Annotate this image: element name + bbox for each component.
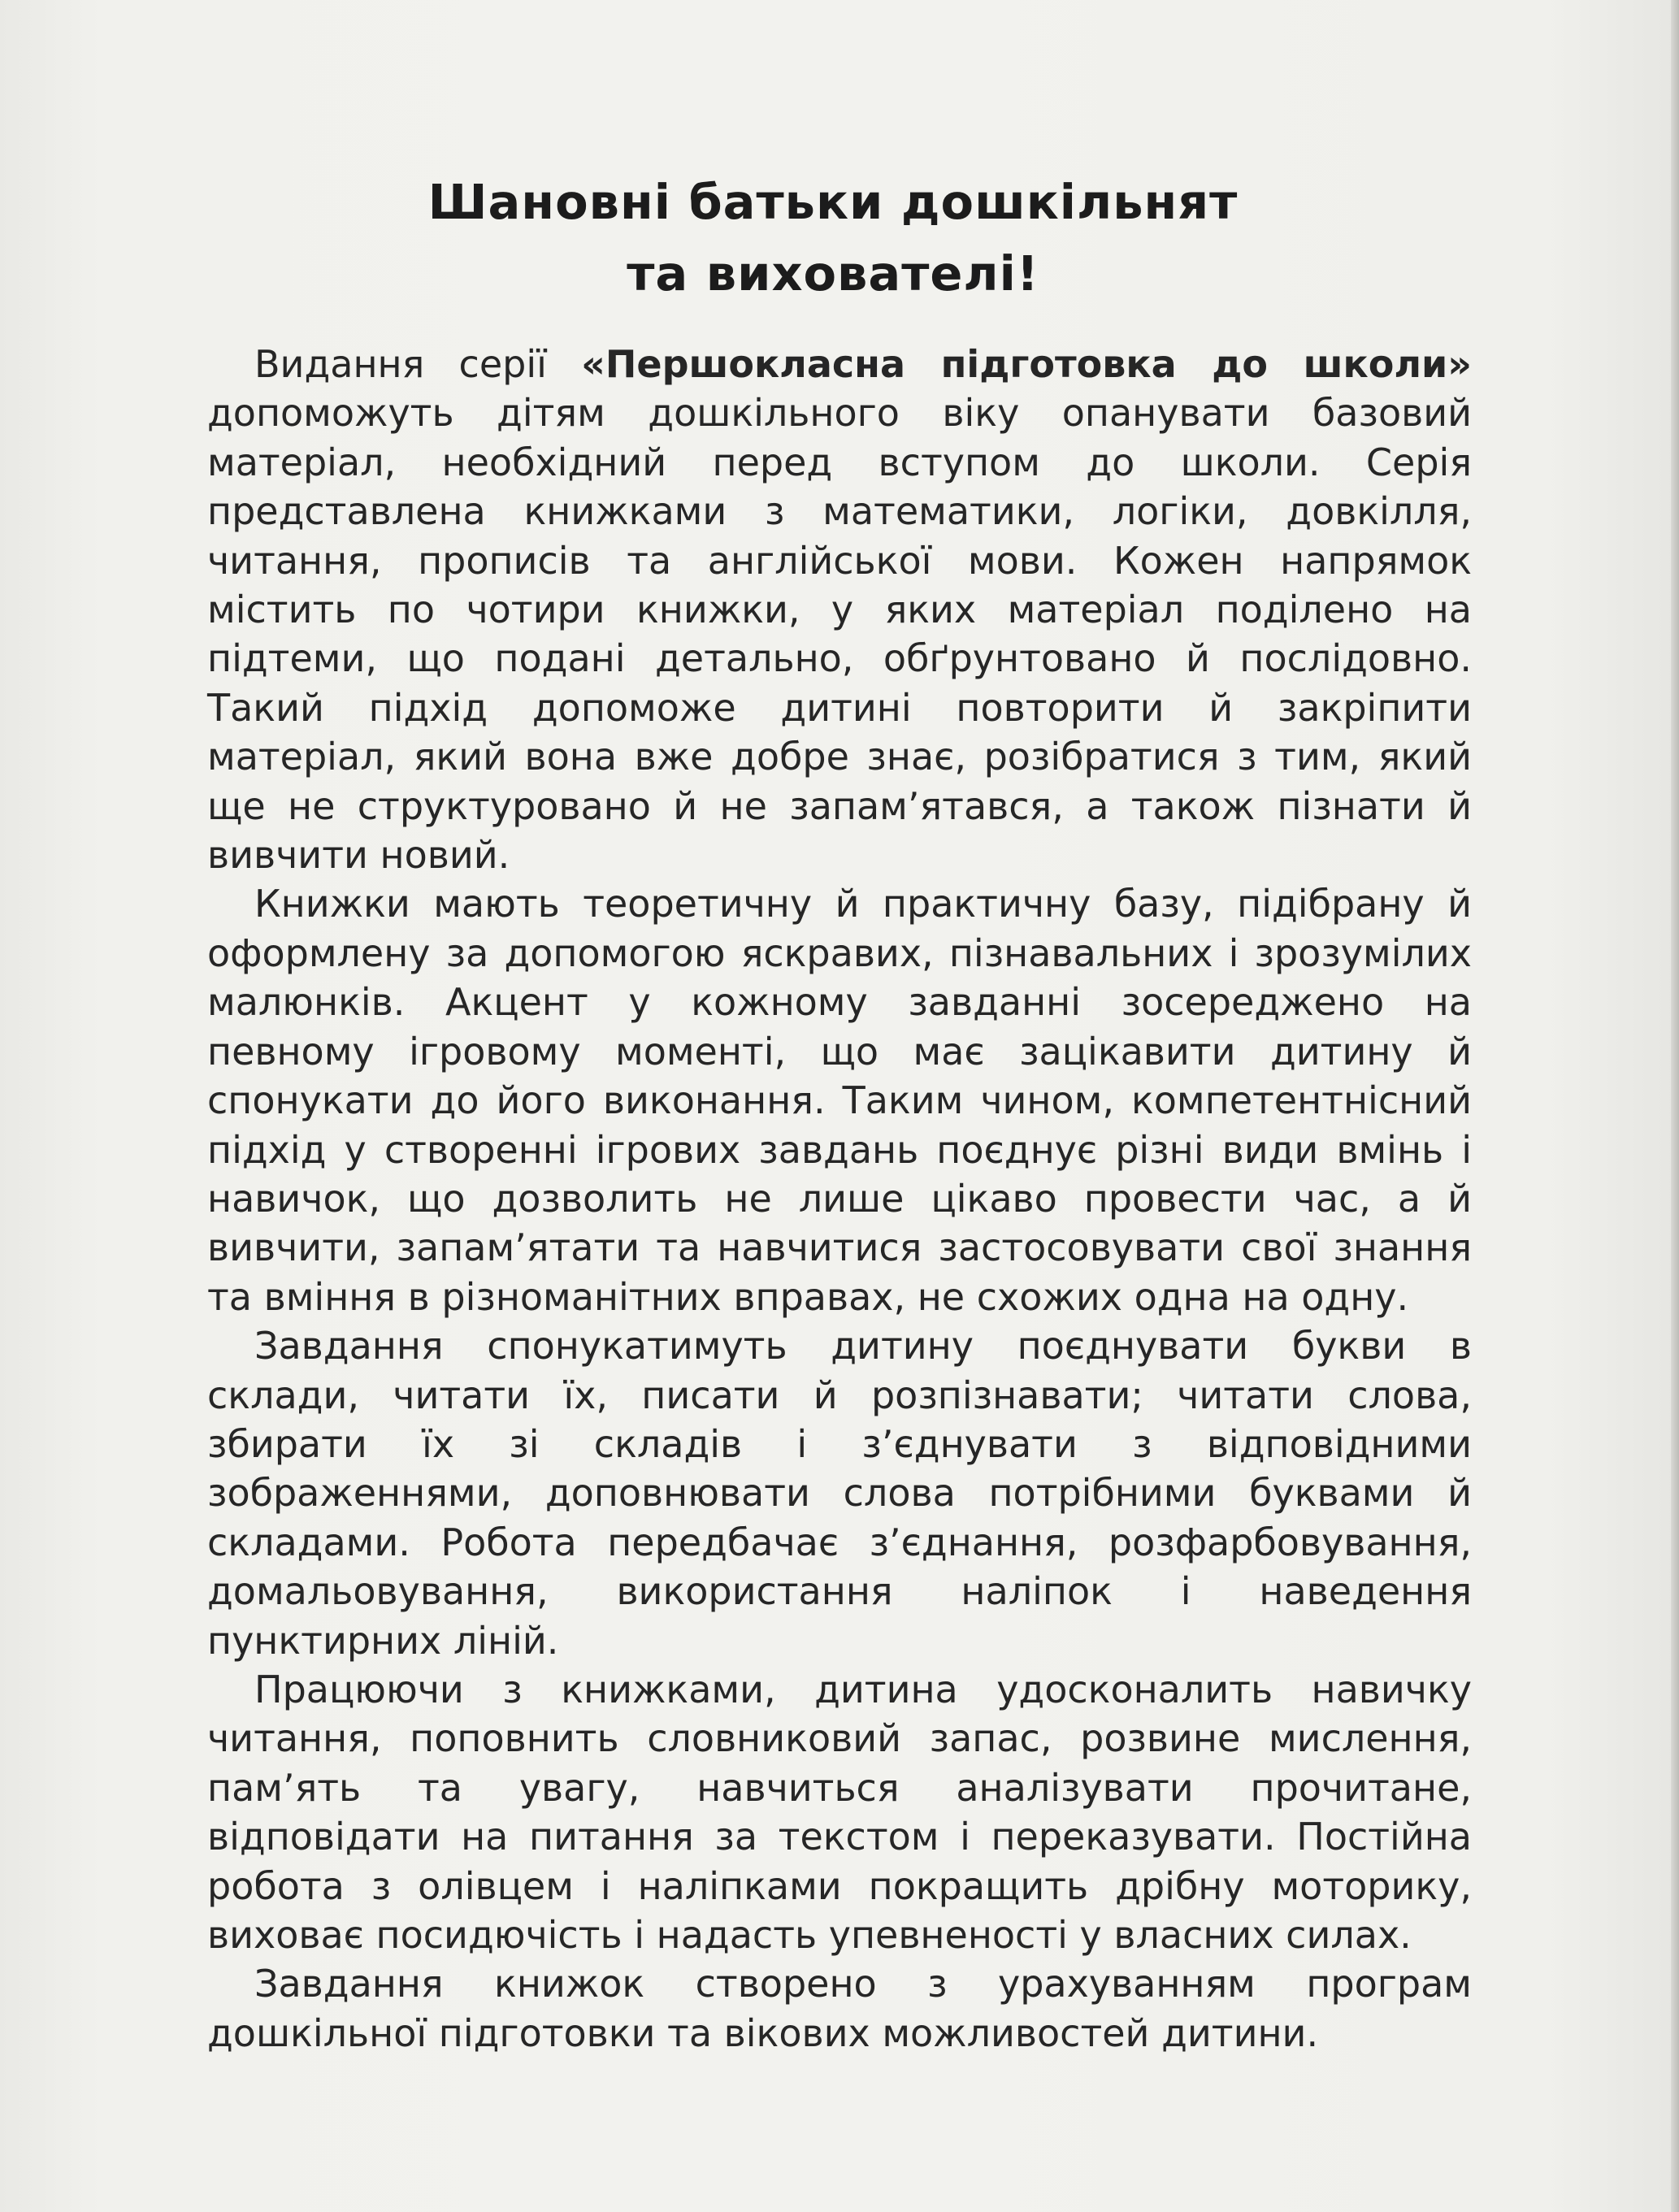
paragraph-2: Книжки мають теоретичну й практичну базу, підібрану й оформлену за допомогою яскравих, пізнавальних і зрозумілих малюнків. Акцент у кожному завданні зосереджено на певному ігровому моменті, що має зацікавити дитину й спонукати до його виконання. Таким чином, компетентнісний підхід у створенні ігрових завдань поєднує різні види вмінь і навичок, що дозволить не лише цікаво провести час, а й вивчити, запам’ятати та навчитися застосовувати свої знання та вміння в різноманітних вправах, не схожих одна на одну.	[207, 882, 1472, 1319]
title-line-1: Шановні батьки дошкільнят	[427, 174, 1239, 230]
title-line-2: та вихователі!	[627, 245, 1039, 301]
page-edge	[1671, 0, 1679, 2212]
paragraph-3: Завдання спонукатимуть дитину поєднувати букви в склади, читати їх, писати й розпізнавати; читати слова, збирати їх зі складів і з’єднувати з відповідними зображеннями, доповнювати слова потрібними буквами й складами. Робота передбачає з’єднання, розфарбовування, домальовування, використання наліпок і наведення пунктирних ліній.	[207, 1324, 1472, 1663]
paragraph-1-rest: допоможуть дітям дошкільного віку опанувати базовий матеріал, необхідний перед вступом до школи. Серія представлена книжками з математики, логіки, довкілля, читання, прописів та англійської мови. Кожен напрямок містить по чотири книжки, у яких матеріал поділено на підтеми, що подані детально, обґрунтовано й послідовно. Такий підхід допоможе дитині повторити й закріпити матеріал, який вона вже добре знає, розібратися з тим, який ще не структуровано й не запам’ятався, а також пізнати й вивчити новий.	[207, 391, 1472, 878]
paragraph-4: Працюючи з книжками, дитина удосконалить навичку читання, поповнить словниковий запас, розвине мислення, пам’ять та увагу, навчиться аналізувати прочитане, відповідати на питання за текстом і переказувати. Постійна робота з олівцем і наліпками покращить дрібну моторику, виховає посидючість і надасть упевненості у власних силах.	[207, 1667, 1472, 1957]
page-title	[203, 167, 1463, 310]
body-text	[207, 340, 1472, 2058]
paragraph-1-lead: Видання серії	[254, 342, 582, 386]
paragraph-5: Завдання книжок створено з урахуванням програм дошкільної підготовки та вікових можливостей дитини.	[207, 1962, 1472, 2055]
paragraph-1	[207, 340, 1472, 879]
series-name: «Першокласна підготовка до школи»	[581, 342, 1472, 386]
